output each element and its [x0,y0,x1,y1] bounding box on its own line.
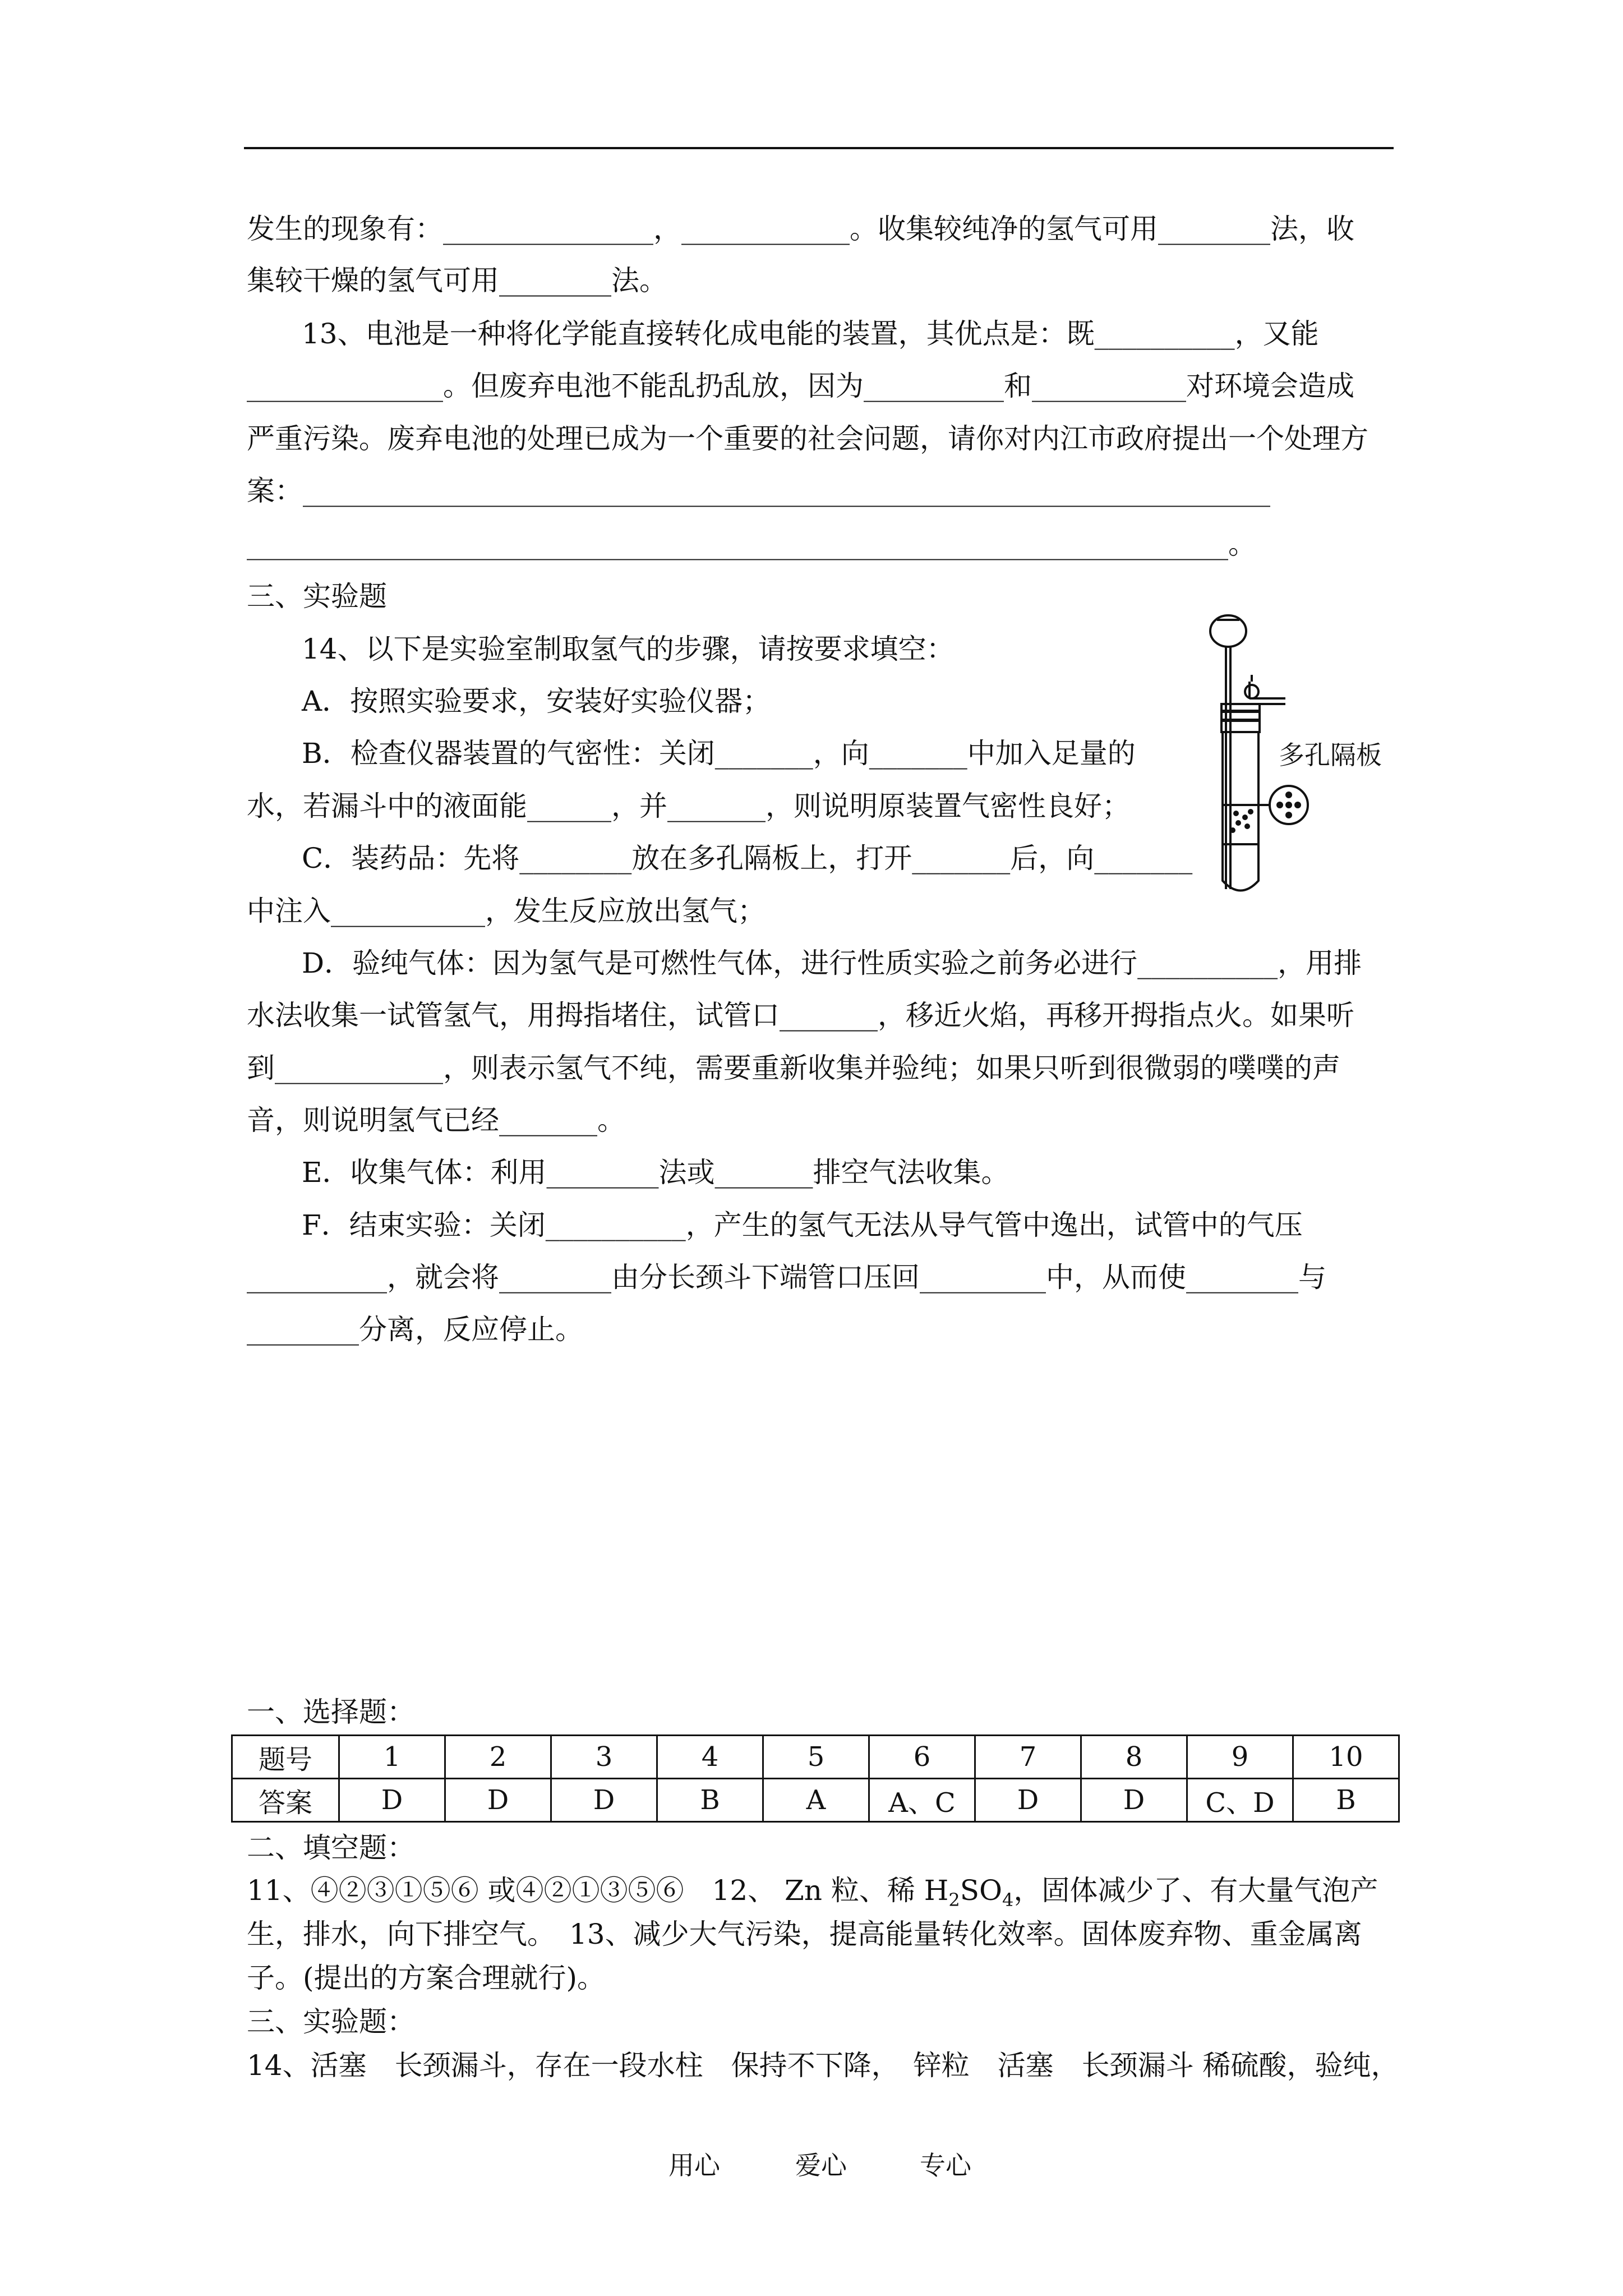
table-cell: 3 [551,1736,657,1779]
text-line: ______________。但废弃电池不能乱扔乱放，因为__________和___________对环境会造成 [247,370,1354,402]
table-cell: 6 [869,1736,975,1779]
text-line: 中注入___________，发生反应放出氢气； [247,895,766,927]
text-line: 集较干燥的氢气可用________法。 [247,264,667,297]
perforated-plate-label: 多孔隔板 [1279,740,1382,770]
footer-text: 爱心 [795,2150,847,2180]
answer-line: 子。(提出的方案合理就行)。 [247,1962,606,1994]
answer-line: 生，排水，向下排空气。 13、减少大气污染，提高能量转化效率。固体废弃物、重金属离 [247,1918,1362,1950]
table-cell: B [1293,1779,1399,1822]
table-cell: 8 [1081,1736,1187,1779]
table-cell: D [339,1779,445,1822]
text-line: 水法收集一试管氢气，用拇指堵住，试管口_______，移近火焰，再移开拇指点火。如果听 [247,999,1354,1032]
answer-line: 11、④②③①⑤⑥ 或④②①③⑤⑥ 12、 Zn 粒、稀 $H_2SO_4$，固体减少了、有大量气泡产 [247,1874,1378,1911]
table-cell: B [657,1779,763,1822]
text-line: E．收集气体：利用________法或_______排空气法收集。 [302,1156,1009,1189]
section-heading: 三、实验题 [247,580,387,613]
answer-section-3: 三、实验题： [247,2005,415,2038]
table-header: 题号 [232,1736,339,1779]
table-cell: A、C [869,1779,975,1822]
table-cell: A [763,1779,869,1822]
text-line: ________分离，反应停止。 [247,1313,583,1346]
table-cell: D [1081,1779,1187,1822]
text-line: D．验纯气体：因为氢气是可燃性气体，进行性质实验之前务必进行__________，用排 [302,947,1362,979]
text-line: B．检查仪器装置的气密性：关闭_______，向_______中加入足量的 [302,737,1136,770]
table-cell: D [445,1779,551,1822]
footer-text: 用心 [668,2150,720,2180]
table-cell: 4 [657,1736,763,1779]
table-row [232,1736,1399,1779]
answer-table [231,1734,1400,1823]
text-line: 严重污染。废弃电池的处理已成为一个重要的社会问题，请你对内江市政府提出一个处理方 [247,422,1368,455]
table-cell: 9 [1187,1736,1293,1779]
text-line: F．结束实验：关闭__________，产生的氢气无法从导气管中逸出，试管中的气压 [302,1209,1303,1241]
answer-line: 14、活塞 长颈漏斗，存在一段水柱 保持不下降， 锌粒 活塞 长颈漏斗 稀硫酸，验纯， [247,2049,1399,2082]
table-cell: 1 [339,1736,445,1779]
footer-text: 专心 [920,2150,971,2180]
table-cell: 5 [763,1736,869,1779]
question-14: 14、以下是实验室制取氢气的步骤，请按要求填空： [302,633,955,665]
table-cell: D [975,1779,1081,1822]
table-cell: 10 [1293,1736,1399,1779]
answer-section-1: 一、选择题： [247,1696,415,1728]
table-header: 答案 [232,1779,339,1822]
text-line: 音，则说明氢气已经_______。 [247,1104,625,1137]
text-line: __________，就会将________由分长颈斗下端管口压回_________中，从而使________与 [247,1261,1326,1294]
text-line: C．装药品：先将________放在多孔隔板上，打开_______后，向_______ [302,842,1193,875]
text-line: ______________________________________________________________________。 [247,528,1256,560]
text-line: 水，若漏斗中的液面能______，并_______，则说明原装置气密性良好； [247,790,1130,822]
text-line: 案：_____________________________________________________________________ [247,475,1270,507]
table-cell: 2 [445,1736,551,1779]
text-line: 13、电池是一种将化学能直接转化成电能的装置，其优点是：既__________，又能 [302,318,1319,350]
text-line: A．按照实验要求，安装好实验仪器； [302,685,771,717]
answer-section-2: 二、填空题： [247,1832,415,1864]
table-row [232,1779,1399,1822]
table-cell: D [551,1779,657,1822]
text-line: 发生的现象有：_______________，____________。收集较纯净的氢气可用________法，收 [247,213,1354,245]
text-line: 到____________，则表示氢气不纯，需要重新收集并验纯；如果只听到很微弱的噗噗的声 [247,1052,1340,1084]
header-rule [244,147,1394,149]
table-cell: C、D [1187,1779,1293,1822]
table-cell: 7 [975,1736,1081,1779]
